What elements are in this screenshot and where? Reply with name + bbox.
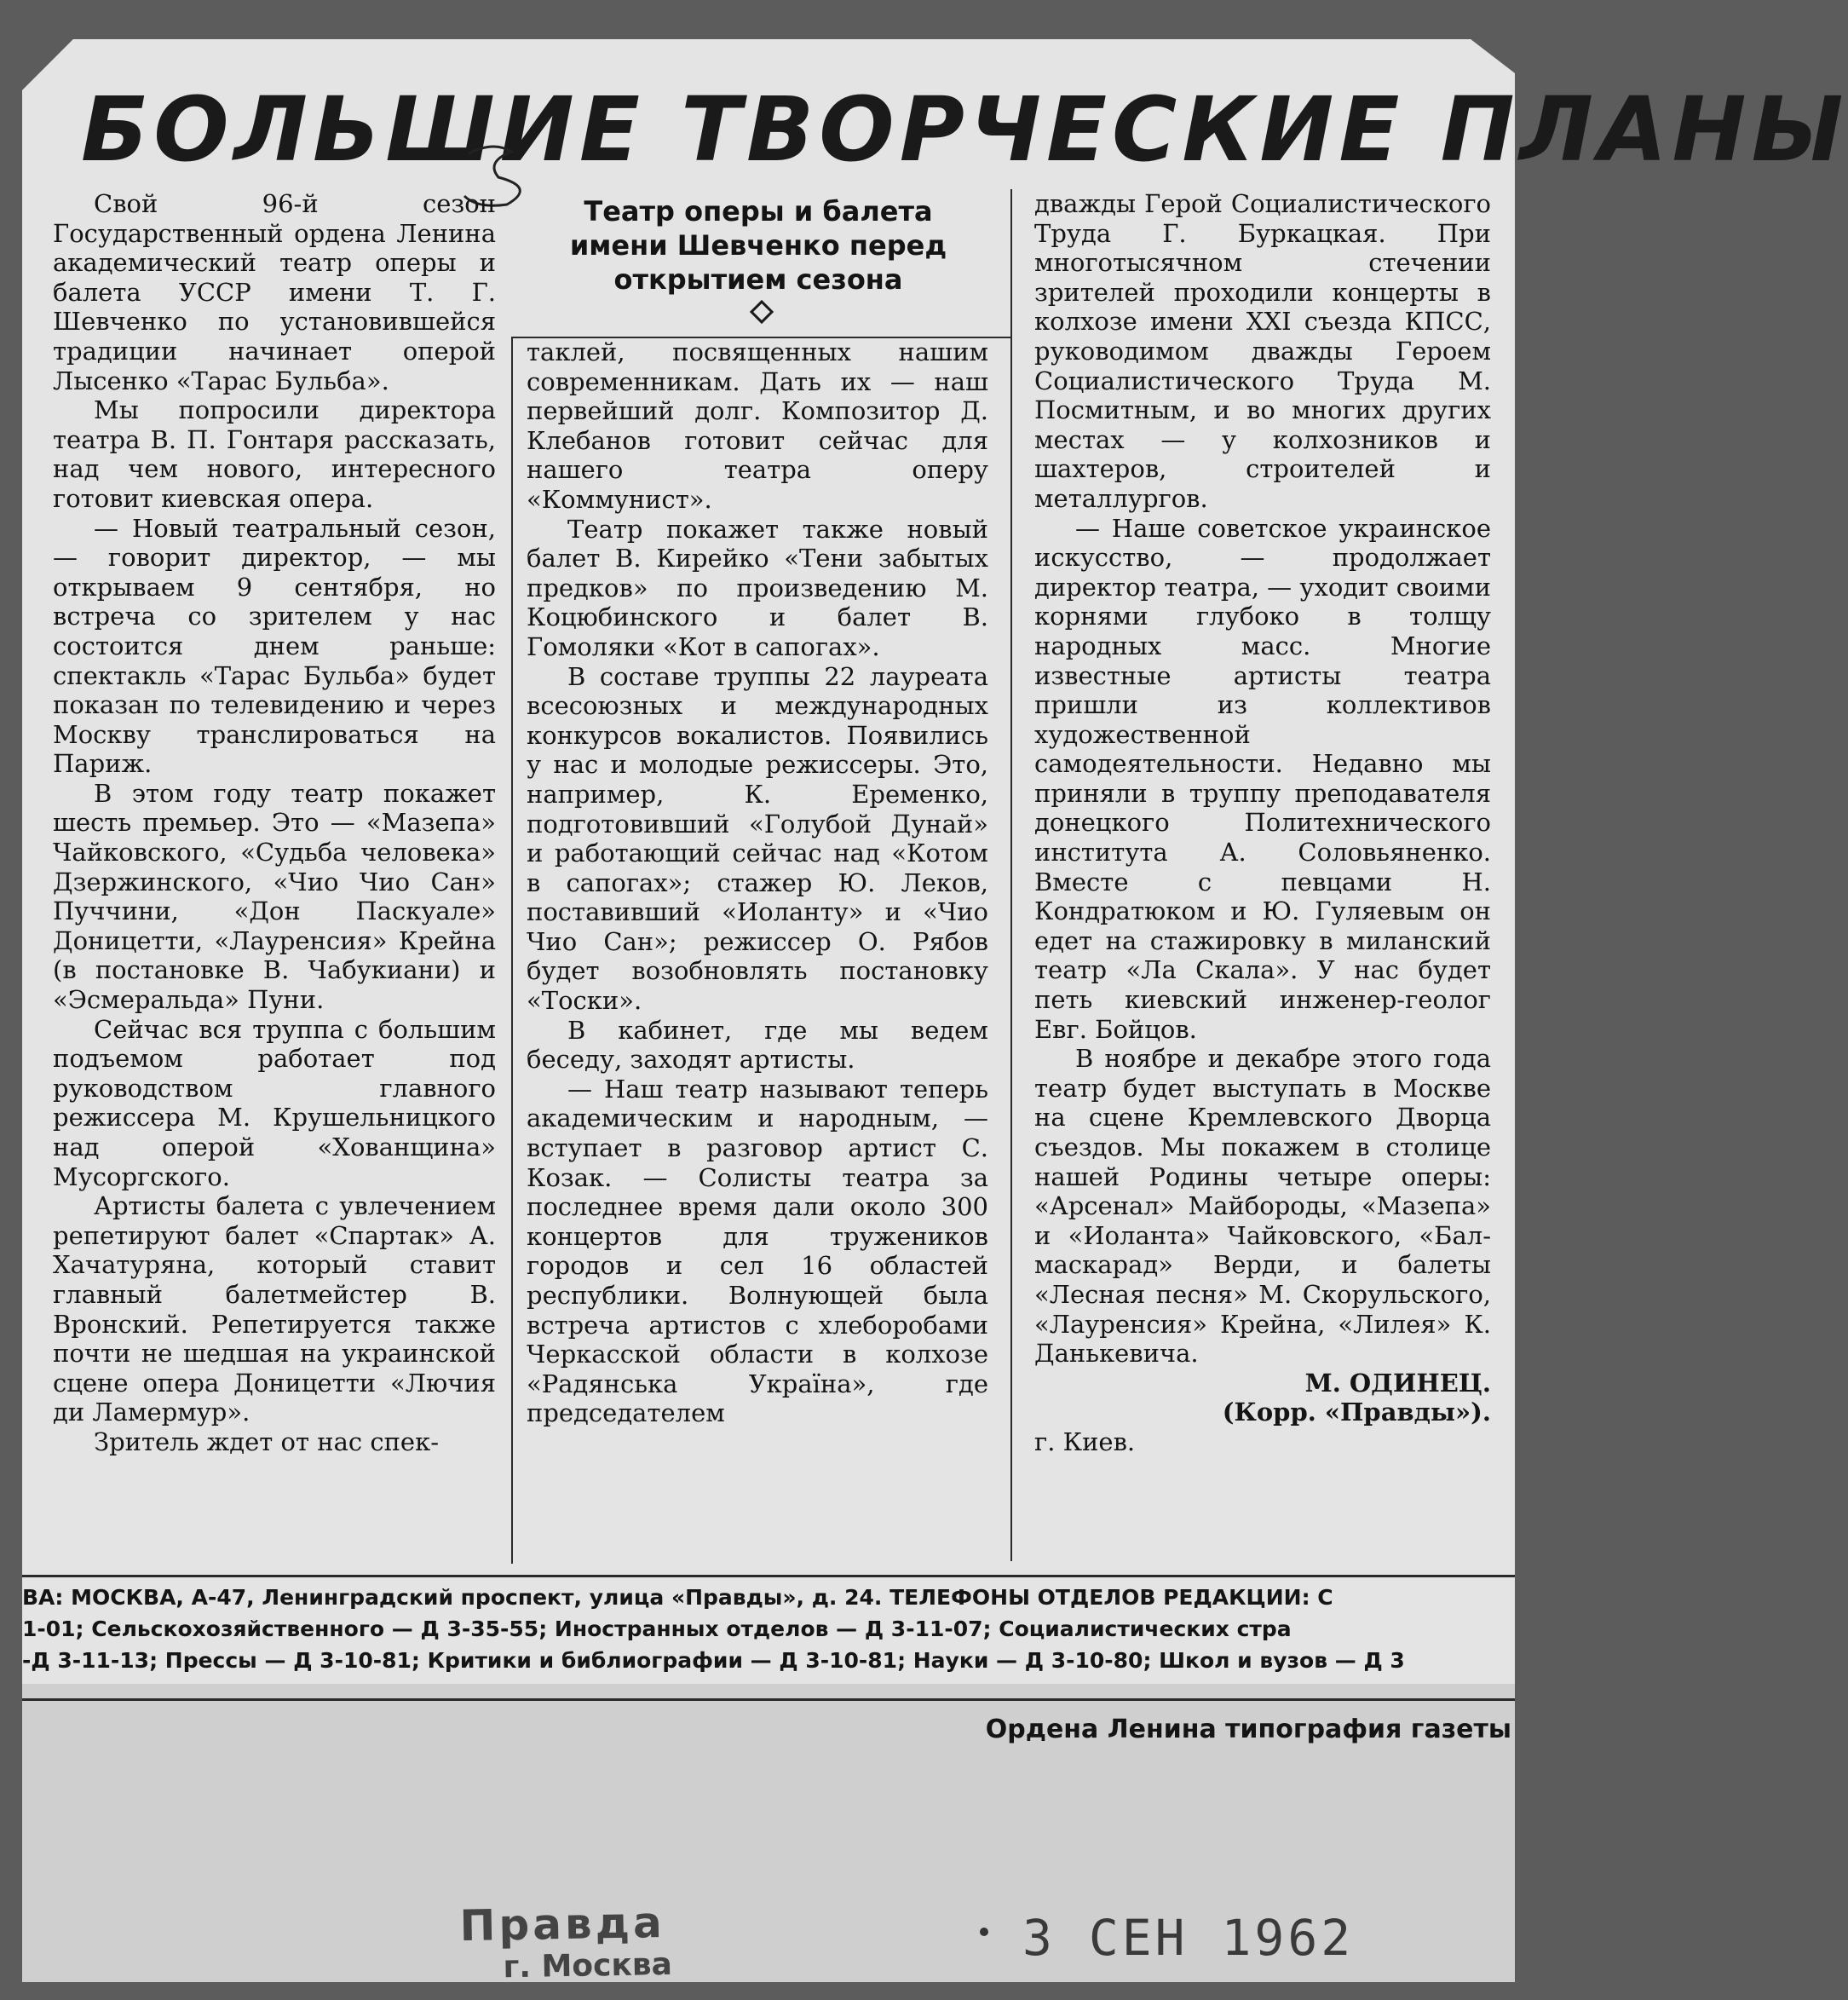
footer-line: ВА: МОСКВА, А-47, Ленинградский проспект, улица «Правды», д. 24. ТЕЛЕФОНЫ ОТДЕЛОВ РЕДАКЦИИ: С <box>22 1585 1333 1610</box>
stamp-dot <box>980 1928 988 1936</box>
paragraph: — Новый театральный сезон, — говорит директор, — мы открываем 9 сентября, но встреча со зрителем у нас состоится днем раньше: спектакль «Тарас Бульба» будет показан по телевидению и через Москву транслироваться на Париж. <box>53 513 496 779</box>
footer-line: -Д 3-11-13; Прессы — Д 3-10-81; Критики и библиографии — Д 3-10-81; Науки — Д 3-10-80; Школ и вузов — Д 3 <box>22 1648 1405 1673</box>
paragraph: — Наше советское украинское искусство, — продолжает директор театра, — уходит своими корнями глубоко в толщу народных масс. Многие известные артисты театра пришли из коллективов художественной самодеятельности. Недавно мы приняли в труппу преподавателя донецкого Политехнического института А. Соловьяненко. Вместе с певцами Н. Кондратюком и Ю. Гуляевым он едет на стажировку в миланский театр «Ла Скала». У нас будет петь киевский инженер-геолог Евг. Бойцов. <box>1034 513 1491 1044</box>
paragraph: Театр покажет также новый балет В. Кирейко «Тени забытых предков» по произведению М. Коцюбинского и балет В. Гомоляки «Кот в сапогах». <box>527 514 988 661</box>
footer-line: 1-01; Сельскохозяйственного — Д 3-35-55; Иностранных отделов — Д 3-11-07; Социалистических стра <box>22 1617 1292 1641</box>
printer-imprint: Ордена Ленина типография газеты <box>985 1715 1511 1744</box>
paragraph: Артисты балета с увлечением репетируют балет «Спартак» А. Хачатуряна, который ставит главный балетмейстер В. Вронский. Репетируется также почти не шедшая на украинской сцене опера Доницетти «Лючия ди Ламермур». <box>53 1191 496 1427</box>
archive-stamp <box>459 1899 672 1987</box>
headline: БОЛЬШИЕ ТВОРЧЕСКИЕ ПЛАНЫ <box>81 78 1848 182</box>
article-column-2 <box>527 337 988 1428</box>
author-signature: М. ОДИНЕЦ. <box>1304 1368 1491 1398</box>
dateline-city: г. Киев. <box>1034 1427 1136 1456</box>
author-role: (Корр. «Правды»). <box>1222 1398 1491 1427</box>
subheadline-line: открытием сезона <box>613 263 903 296</box>
stamp-city: г. Москва <box>503 1946 673 1986</box>
subheadline-line: имени Шевченко перед <box>569 229 947 262</box>
column-rule <box>1010 189 1012 1561</box>
paragraph: дважды Герой Социалистического Труда Г. Буркацкая. При многотысячном стечении зрителей проходили концерты в колхозе имени XXI съезда КПСС, руководимом дважды Героем Социалистического Труда М. Посмитным, и во многих других местах — у колхозников и шахтеров, строителей и металлургов. <box>1034 189 1491 513</box>
paragraph: В кабинет, где мы ведем беседу, заходят артисты. <box>527 1015 988 1075</box>
paragraph: Зритель ждет от нас спек- <box>94 1427 440 1456</box>
footer-rule <box>22 1575 1515 1577</box>
paragraph: Свой 96-й сезон Государственный ордена Ленина академический театр оперы и балета УССР имени Т. Г. Шевченко по установившейся традиции начинает оперой Лысенко «Тарас Бульба». <box>53 189 496 395</box>
subheadline-line: Театр оперы и балета <box>584 195 933 228</box>
article-column-1 <box>53 189 496 1457</box>
article-column-3 <box>1034 189 1491 1457</box>
stamp-paper-name: Правда <box>459 1897 666 1951</box>
editorial-contacts <box>22 1582 1515 1676</box>
footer-rule <box>22 1698 1515 1701</box>
paragraph: — Наш театр называют теперь академическим и народным, — вступает в разговор артист С. Козак. — Солисты театра за последнее время дали около 300 концертов для тружеников городов и сел 16 областей республики. Волнующей была встреча артистов с хлеборобами Черкасской области в колхозе «Радянська Україна», где председателем <box>527 1074 988 1428</box>
paragraph: В составе труппы 22 лауреата всесоюзных и международных конкурсов вокалистов. Появились у нас и молодые режиссеры. Это, например, К. Еременко, подготовивший «Голубой Дунай» и работающий сейчас над «Котом в сапогах»; стажер Ю. Леков, поставивший «Иоланту» и «Чио Чио Сан»; режиссер О. Рябов будет возобновлять постановку «Тоски». <box>527 661 988 1016</box>
column-rule <box>511 337 513 1564</box>
paragraph: В этом году театр покажет шесть премьер. Это — «Мазепа» Чайковского, «Судьба человека» Дзержинского, «Чио Чио Сан» Пуччини, «Дон Паскуале» Доницетти, «Лауренсия» Крейна (в постановке В. Чабукиани) и «Эсмеральда» Пуни. <box>53 778 496 1015</box>
paragraph: В ноябре и декабре этого года театр будет выступать в Москве на сцене Кремлевского Дворца съездов. Мы покажем в столице нашей Родины четыре оперы: «Арсенал» Майбороды, «Мазепа» и «Иоланта» Чайковского, «Бал-маскарад» Верди, и балеты «Лесная песня» М. Скорульского, «Лауренсия» Крейна, «Лилея» К. Данькевича. <box>1034 1044 1491 1369</box>
paragraph: Мы попросили директора театра В. П. Гонтаря рассказать, над чем нового, интересного готовит киевская опера. <box>53 395 496 513</box>
subheadline <box>537 194 980 297</box>
stamp-date: 3 СЕН 1962 <box>1022 1909 1355 1967</box>
paragraph: таклей, посвященных нашим современникам. Дать их — наш первейший долг. Композитор Д. Клебанов готовит сейчас для нашего театра оперу «Коммунист». <box>527 337 988 514</box>
paragraph: Сейчас вся труппа с большим подъемом работает под руководством главного режиссера М. Крушельницкого над оперой «Хованщина» Мусоргского. <box>53 1014 496 1191</box>
